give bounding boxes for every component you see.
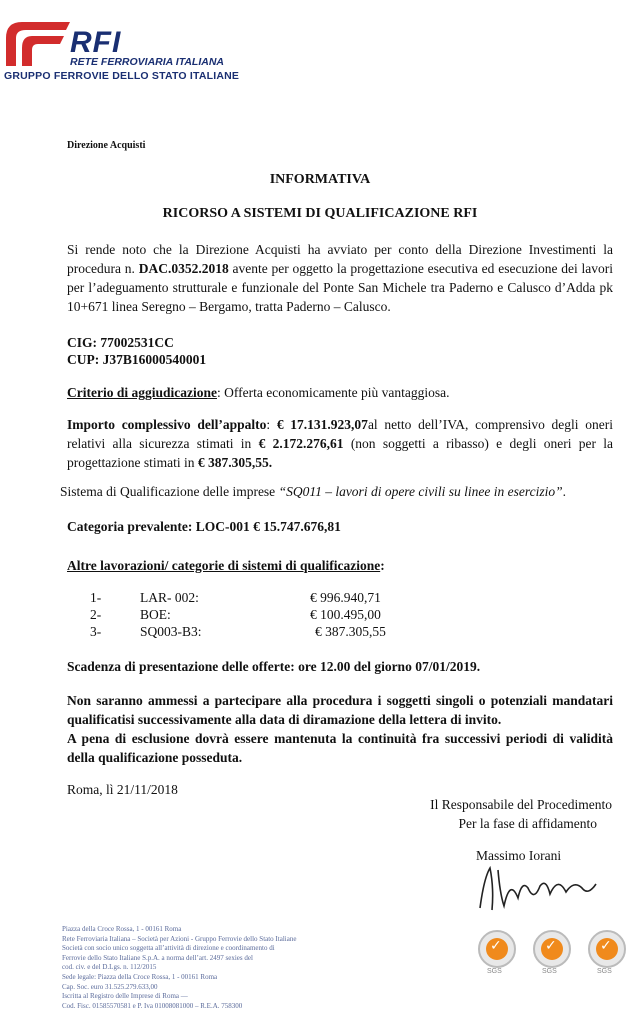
footer-line: Rete Ferroviaria Italiana – Società per Azioni - Gruppo Ferrovie dello Stato Italiane	[62, 934, 297, 943]
cert-label: SGS	[542, 968, 557, 975]
footer-line: Ferrovie dello Stato Italiane S.p.A. a norma dell’art. 2497 sexies del	[62, 953, 253, 962]
importo-text-b: (non soggetti a ribasso) e degli oneri per la progettazione stimati in	[67, 436, 614, 470]
brand-name: RFI	[70, 26, 122, 59]
scadenza: Scadenza di presentazione delle offerte: ore 12.00 del giorno 07/01/2019.	[67, 659, 481, 674]
intro-text-a: Si rende noto che la Direzione Acquisti ha avviato per conto della Direzione Investimenti la procedura n.	[67, 242, 613, 276]
avviso-esclusione: A pena di esclusione dovrà essere mantenuta la continuità fra successivi periodi di validità della qualificazione posseduta.	[67, 731, 613, 765]
footer-line: Cap. Soc. euro 31.525.279.633,00	[62, 982, 158, 991]
avviso-partecipazione: Non saranno ammessi a partecipare alla procedura i soggetti singoli o potenziali mandatari qualificatisi successivamente alla data di diramazione della lettera di invito.	[67, 693, 613, 727]
item-amount: € 100.495,00	[310, 607, 381, 622]
criterio-label: Criterio di aggiudicazione	[67, 385, 217, 400]
rfi-logo	[0, 8, 260, 88]
group-name: GRUPPO FERROVIE DELLO STATO ITALIANE	[4, 70, 240, 82]
certification-badge-icon: ✓ SGS	[478, 930, 516, 968]
doc-title: INFORMATIVA	[269, 172, 371, 187]
intro-paragraph	[67, 240, 613, 316]
cig-code: CIG: 77002531CC	[67, 335, 174, 350]
fs-logo-icon	[2, 18, 72, 70]
importo-colon: :	[266, 417, 277, 432]
doc-subtitle: RICORSO A SISTEMI DI QUALIFICAZIONE RFI	[162, 206, 478, 221]
signature-icon	[470, 858, 620, 918]
footer-line: Piazza della Croce Rossa, 1 - 00161 Roma	[62, 925, 182, 933]
item-amount: € 387.305,55	[315, 624, 386, 639]
sistema-text-a: Sistema di Qualificazione delle imprese	[60, 484, 279, 499]
importo-text-a: al netto dell’IVA, comprensivo degli oneri relativi alla sicurezza stimati in	[67, 417, 613, 451]
importo-paragraph	[67, 415, 613, 472]
footer-line: Società con socio unico soggetta all’attività di direzione e coordinamento di	[62, 944, 275, 953]
item-code: BOE:	[140, 607, 171, 622]
altre-heading: Altre lavorazioni/ categorie di sistemi di qualificazione	[67, 558, 381, 573]
item-code: SQ003-B3:	[140, 624, 202, 639]
list-item	[90, 607, 560, 625]
list-item	[90, 590, 560, 608]
importo-label: Importo complessivo dell’appalto	[67, 417, 267, 432]
importo-total: € 17.131.923,07	[276, 417, 368, 432]
certifications	[478, 930, 638, 980]
footer-info	[62, 925, 382, 1011]
criterio-line	[67, 383, 613, 402]
importo-sicurezza: € 2.172.276,61	[258, 436, 344, 451]
item-number: 2-	[90, 607, 102, 622]
categoria-prevalente: Categoria prevalente: LOC-001 € 15.747.676,81	[67, 519, 341, 534]
criterio-value: : Offerta economicamente più vantaggiosa.	[216, 385, 450, 400]
item-amount: € 996.940,71	[310, 590, 381, 605]
footer-line: Iscritta al Registro delle Imprese di Roma —	[62, 992, 188, 1001]
sistema-name: “SQ011 – lavori di opere civili su linee in esercizio”	[278, 484, 563, 499]
item-number: 1-	[90, 590, 102, 605]
company-name: RETE FERROVIARIA ITALIANA	[70, 56, 224, 68]
place-date: Roma, lì 21/11/2018	[67, 782, 178, 797]
altre-colon: :	[380, 558, 385, 573]
item-number: 3-	[90, 624, 102, 639]
certification-badge-icon: ✓ SGS	[588, 930, 626, 968]
cup-code: CUP: J37B16000540001	[67, 352, 207, 367]
department: Direzione Acquisti	[67, 140, 146, 151]
signer-name: Massimo Iorani	[476, 848, 562, 863]
footer-line: cod. civ. e del D.Lgs. n. 112/2015	[62, 963, 157, 972]
sistema-text-c: .	[562, 484, 567, 499]
importo-progettazione: € 387.305,55.	[197, 455, 273, 470]
procedure-code: DAC.0352.2018	[138, 261, 229, 276]
altre-heading-line	[67, 556, 613, 575]
cert-label: SGS	[487, 968, 502, 975]
list-item	[90, 624, 560, 642]
footer-line: Sede legale: Piazza della Croce Rossa, 1 - 00161 Roma	[62, 972, 218, 981]
sistema-line	[60, 484, 620, 500]
item-code: LAR- 002:	[140, 590, 199, 605]
certification-badge-icon: ✓ SGS	[533, 930, 571, 968]
footer-line: Cod. Fisc. 01585570581 e P. Iva 01008081000 – R.E.A. 758300	[62, 1001, 243, 1010]
intro-text-b: avente per oggetto la progettazione esecutiva ed esecuzione dei lavori per l’adeguamento strutturale e funzionale del Ponte San Michele tra Paderno e Calusco d’Adda pk 10+671 linea Seregno – Bergamo, tratta Paderno – Calusco.	[67, 261, 614, 314]
sign-role: Il Responsabile del Procedimento	[430, 797, 612, 812]
cert-label: SGS	[597, 968, 612, 975]
sign-role-phase: Per la fase di affidamento	[458, 816, 597, 831]
